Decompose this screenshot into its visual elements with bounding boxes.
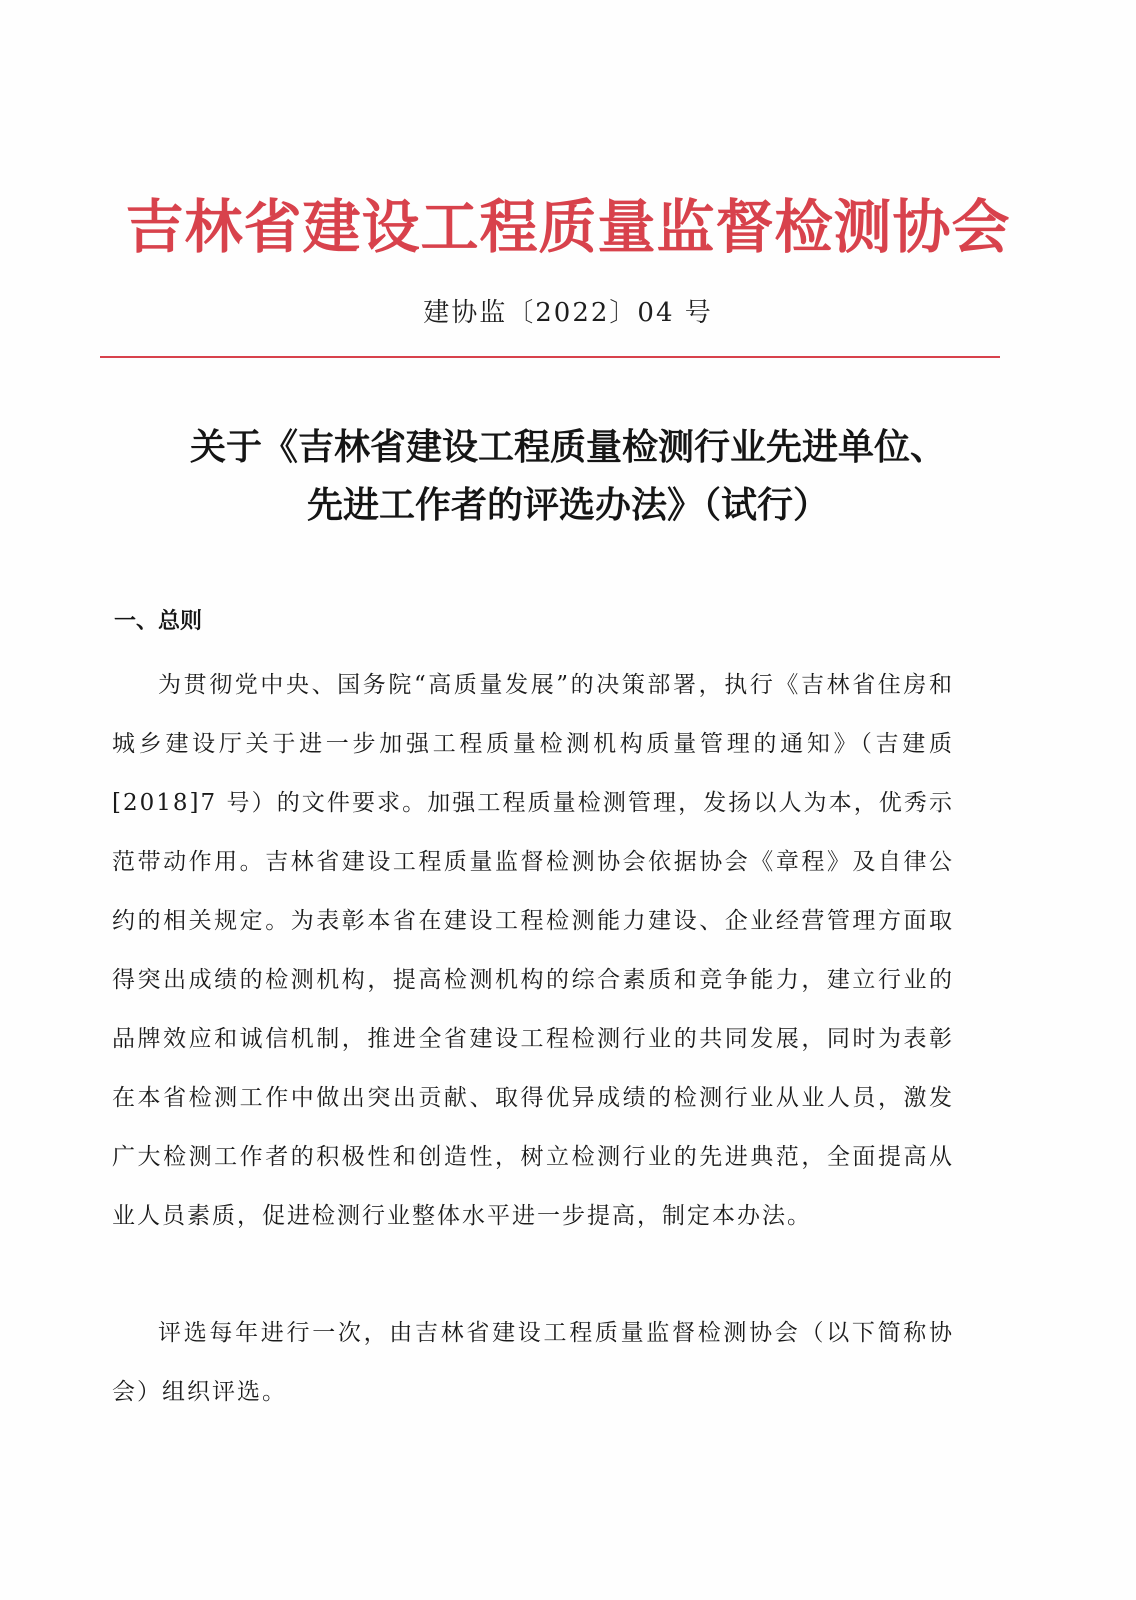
document-title [0,418,1136,534]
section-heading: 一、总则 [114,608,203,634]
body-paragraph: 评选每年进行一次，由吉林省建设工程质量监督检测协会（以下简称协会）组织评选。 [112,1320,954,1405]
body-paragraph: 为贯彻党中央、国务院“高质量发展”的决策部署，执行《吉林省住房和城乡建设厅关于进一步加强工程质量检测机构质量管理的通知》（吉建质[2018]7 号）的文件要求。加强工程质量检测管理，发扬以人为本，优秀示范带动作用。吉林省建设工程质量监督检测协会依据协会《章程》及自律公约的相关规定。为表彰本省在建设工程检测能力建设、企业经营管理方面取得突出成绩的检测机构，提高检测机构的综合素质和竞争能力，建立行业的品牌效应和诚信机制，推进全省建设工程检测行业的共同发展，同时为表彰在本省检测工作中做出突出贡献、取得优异成绩的检测行业从业人员，激发广大检测工作者的积极性和创造性，树立检测行业的先进典范，全面提高从业人员素质，促进检测行业整体水平进一步提高，制定本办法。 [112,672,954,1229]
red-divider-line [100,356,1000,358]
title-line-1: 关于《吉林省建设工程质量检测行业先进单位、 [189,426,946,468]
organization-header: 吉林省建设工程质量监督检测协会 [125,193,1011,261]
document-number: 建协监〔2022〕04 号 [423,298,713,328]
title-line-2: 先进工作者的评选办法》（试行） [306,484,829,526]
